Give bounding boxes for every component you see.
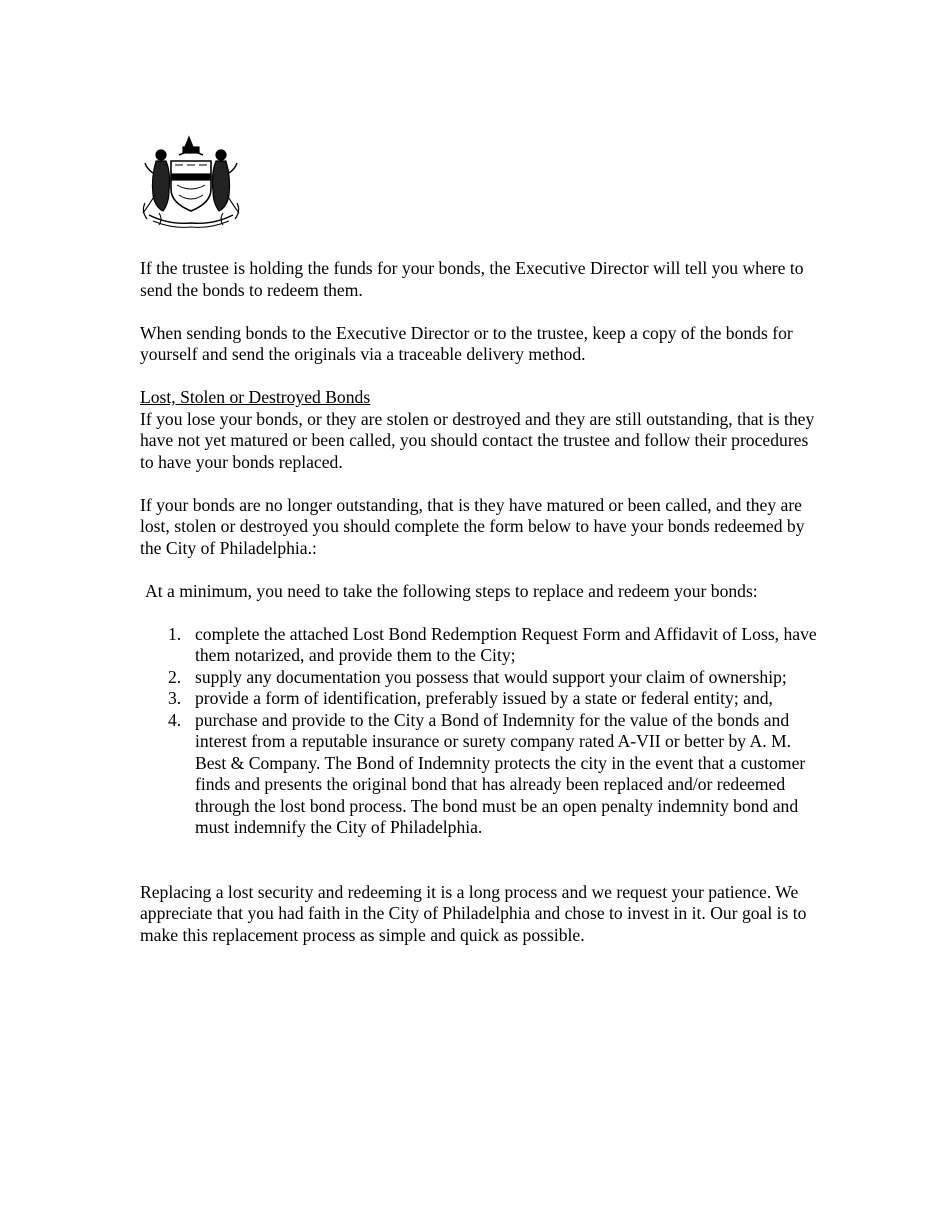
steps-list: [140, 624, 820, 839]
list-item: [140, 688, 820, 710]
paragraph-trustee-funds: If the trustee is holding the funds for your bonds, the Executive Director will tell you where to send the bonds to redeem them.: [140, 258, 804, 300]
list-item-text: provide a form of identification, preferably issued by a state or federal entity; and,: [195, 688, 773, 708]
steps-intro: At a minimum, you need to take the following steps to replace and redeem your bonds:: [145, 580, 758, 601]
spacer: [140, 559, 820, 581]
list-item: [140, 667, 820, 689]
document-body: [140, 258, 820, 946]
list-item-text: purchase and provide to the City a Bond of Indemnity for the value of the bonds and interest from a reputable insurance or surety company rated A-VII or better by A. M. Best & Company. The Bond of Indemnity protects the city in the event that a customer finds and presents the original bond that has already been replaced and/or redeemed through the lost bond process. The bond must be an open penalty indemnity bond and must indemnify the City of Philadelphia.: [195, 709, 806, 837]
list-item-number: 4.: [168, 709, 182, 730]
list-item-number: 2.: [168, 666, 182, 687]
list-item: [140, 710, 820, 839]
section-heading-lost-bonds: Lost, Stolen or Destroyed Bonds: [140, 387, 371, 407]
spacer: [140, 301, 820, 323]
paragraph-outstanding-bonds: If you lose your bonds, or they are stolen or destroyed and they are still outstanding, that is they have not yet matured or been called, you should contact the trustee and follow their procedures to have your bonds replaced.: [140, 408, 815, 472]
paragraph-not-outstanding-bonds: If your bonds are no longer outstanding, that is they have matured or been called, and they are lost, stolen or destroyed you should complete the form below to have your bonds redeemed by the City of Philadelphia.:: [140, 494, 805, 558]
list-item-text: supply any documentation you possess that would support your claim of ownership;: [195, 666, 787, 687]
spacer: [140, 366, 820, 388]
city-of-philadelphia-seal-icon: [139, 133, 243, 231]
list-item: [140, 624, 820, 667]
list-item-number: 3.: [168, 688, 182, 708]
spacer: [140, 839, 820, 882]
spacer: [140, 602, 820, 624]
list-item-text: complete the attached Lost Bond Redemption Request Form and Affidavit of Loss, have them notarized, and provide them to the City;: [195, 623, 817, 665]
paragraph-closing: Replacing a lost security and redeeming it is a long process and we request your patience. We appreciate that you had faith in the City of Philadelphia and chose to invest in it. Our goal is to make this replacement process as simple and quick as possible.: [140, 881, 807, 945]
paragraph-sending-bonds: When sending bonds to the Executive Director or to the trustee, keep a copy of the bonds for yourself and send the originals via a traceable delivery method.: [140, 322, 793, 364]
spacer: [140, 473, 820, 495]
list-item-number: 1.: [168, 623, 182, 644]
